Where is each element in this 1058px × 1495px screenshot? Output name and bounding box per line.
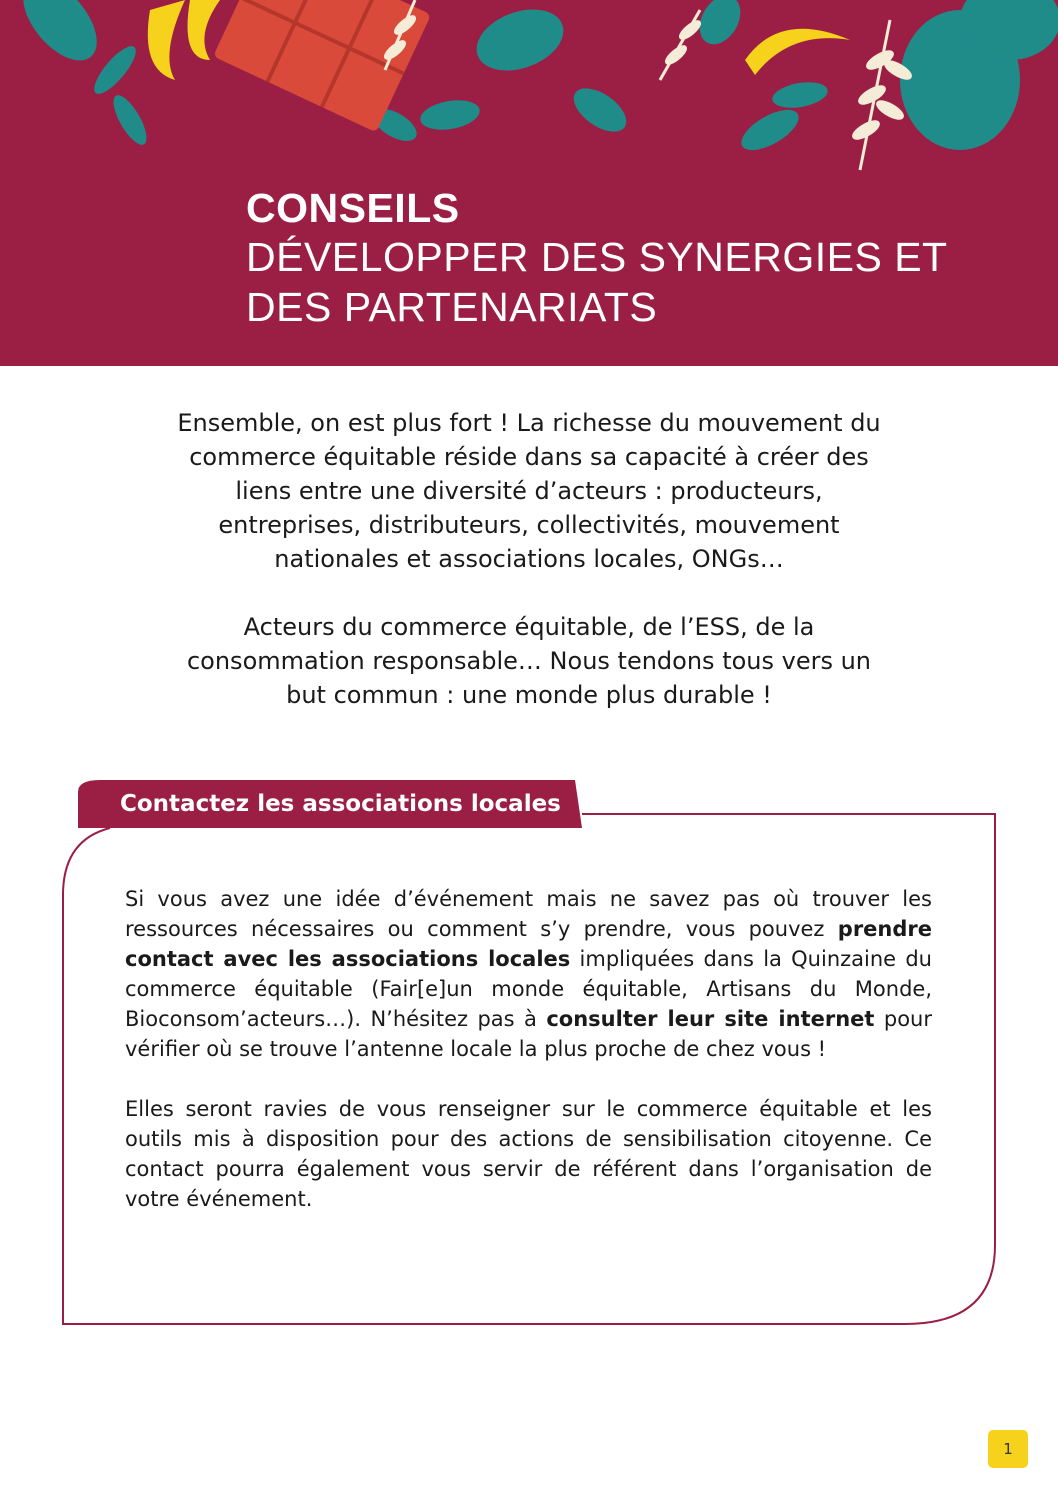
intro-line: consommation responsable… Nous tendons tous vers un xyxy=(186,647,872,675)
page-subtitle-line-1: DÉVELOPPER DES SYNERGIES ET xyxy=(246,234,948,280)
page-number: 1 xyxy=(988,1430,1028,1468)
advice-paragraph-1 xyxy=(125,884,932,1064)
page-title: CONSEILS xyxy=(246,185,460,231)
intro-line: Acteurs du commerce équitable, de l’ESS, de la xyxy=(243,613,815,641)
intro-line: but commun : une monde plus durable ! xyxy=(286,681,772,709)
section-tab-label: Contactez les associations locales xyxy=(120,791,561,817)
emphasis-text: consulter leur site internet xyxy=(546,1007,875,1031)
intro-line: Ensemble, on est plus fort ! La richesse du mouvement du xyxy=(177,409,881,437)
text-segment: Si vous avez une idée d’événement mais ne savez pas où trouver les ressources nécessaires ou comment s’y prendre, vous pouvez xyxy=(125,887,932,941)
emphasis-text: prendre contact avec les associations locales xyxy=(125,917,932,971)
advice-paragraph-2: Elles seront ravies de vous renseigner sur le commerce équitable et les outils mis à disposition pour des actions de sensibilisation citoyenne. Ce contact pourra également vous servir de référent dans l’organisation de votre événement. xyxy=(125,1097,932,1211)
intro-line: commerce équitable réside dans sa capacité à créer des xyxy=(189,443,869,471)
intro-line: entreprises, distributeurs, collectivités, mouvement xyxy=(218,511,840,539)
intro-line: nationales et associations locales, ONGs… xyxy=(274,545,784,573)
advice-box-text xyxy=(125,884,932,1244)
page-subtitle-line-2: DES PARTENARIATS xyxy=(246,284,658,330)
text-segment: pour vérifier où se trouve l’antenne locale la plus proche de chez vous ! xyxy=(125,1007,932,1061)
text-segment: impliquées dans la Quinzaine du commerce équitable (Fair[e]un monde équitable, Artisans du Monde, Bioconsom’acteurs…). N’hésitez pas à xyxy=(125,947,932,1031)
intro-line: liens entre une diversité d’acteurs : producteurs, xyxy=(235,477,823,505)
